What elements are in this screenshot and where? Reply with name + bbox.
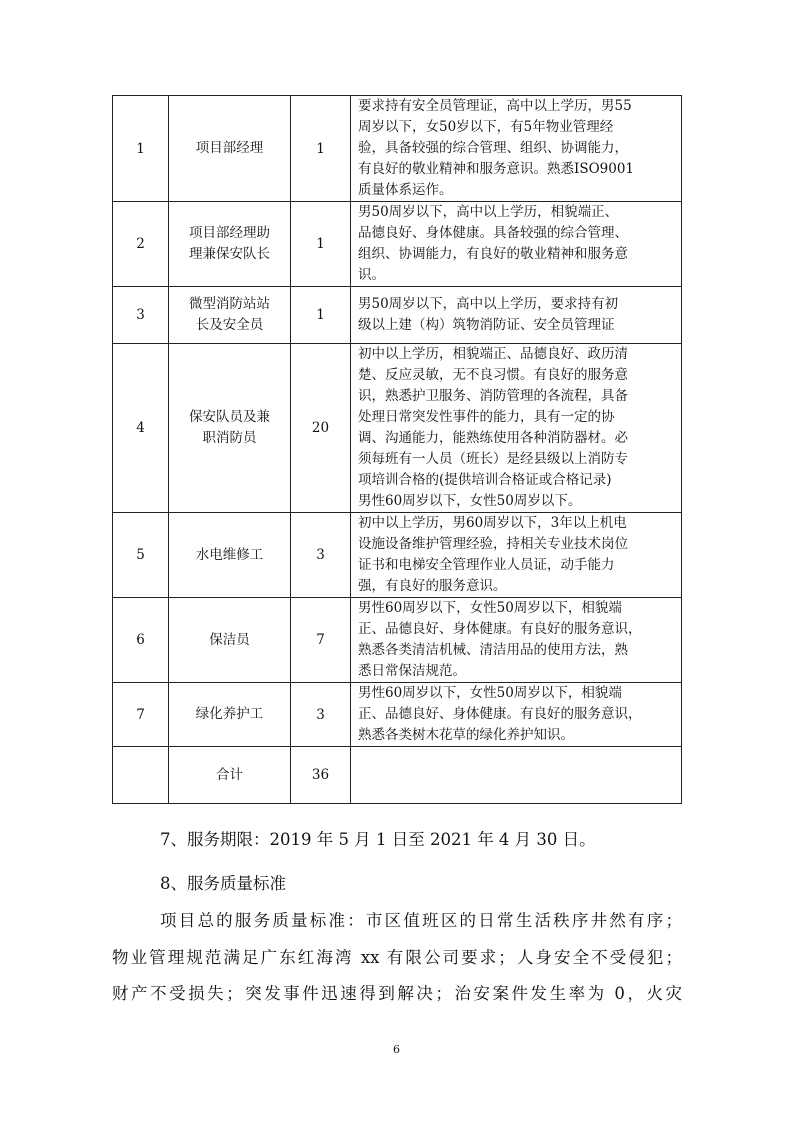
- requirements-cell: [351, 747, 682, 804]
- post-name-cell: [169, 513, 291, 598]
- row-number-cell: [113, 202, 169, 287]
- requirement-line: 男50周岁以下，高中以上学历，要求持有初: [358, 296, 619, 312]
- requirement-line: 悉日常保洁规范。: [358, 663, 466, 679]
- requirement-line: 男50周岁以下，高中以上学历，相貌端正、: [358, 204, 619, 220]
- requirements-cell: [351, 96, 682, 202]
- headcount: 1: [316, 307, 325, 323]
- requirement-line: 调、沟通能力，能熟练使用各种消防器材。必: [358, 430, 628, 446]
- row-number: 5: [136, 547, 145, 563]
- body-paragraph-line: 项目总的服务质量标准：市区值班区的日常生活秩序井然有序；: [160, 911, 682, 930]
- requirement-line: 识，熟悉护卫服务、消防管理的各流程，具备: [358, 388, 628, 404]
- post-name-line: 保洁员: [209, 631, 250, 648]
- post-name-cell: [169, 747, 291, 804]
- row-number-cell: [113, 287, 169, 344]
- requirement-line: 男性60周岁以下，女性50周岁以下，相貌端: [358, 685, 622, 701]
- post-name-cell: [169, 202, 291, 287]
- requirement-line: 组织、协调能力，有良好的敬业精神和服务意: [358, 246, 628, 262]
- requirement-line: 楚、反应灵敏，无不良习惯。有良好的服务意: [358, 367, 628, 383]
- requirement-line: 验，具备较强的综合管理、组织、协调能力，: [358, 140, 628, 156]
- row-number-cell: [113, 747, 169, 804]
- post-name-line: 保安队员及兼: [189, 409, 270, 425]
- requirements-cell: [351, 202, 682, 287]
- table-row: [113, 598, 682, 683]
- post-name-line: 合计: [216, 766, 243, 783]
- requirements-cell: [351, 683, 682, 747]
- post-name-cell: [169, 598, 291, 683]
- requirements-cell: [351, 513, 682, 598]
- post-name-cell: [169, 96, 291, 202]
- headcount: 3: [316, 547, 325, 563]
- headcount-cell: [291, 344, 351, 513]
- body-paragraph-line: 财产不受损失；突发事件迅速得到解决；治安案件发生率为 0，火灾: [112, 984, 682, 1003]
- requirement-line: 初中以上学历，相貌端正、品德良好、政历清: [358, 346, 628, 362]
- headcount: 1: [316, 236, 325, 252]
- row-number-cell: [113, 683, 169, 747]
- requirement-line: 品德良好、身体健康。具备较强的综合管理、: [358, 225, 628, 241]
- headcount: 7: [316, 632, 325, 648]
- row-number: 3: [136, 307, 145, 323]
- row-number: 2: [136, 236, 145, 252]
- post-name-cell: [169, 683, 291, 747]
- table-row: [113, 344, 682, 513]
- requirement-line: 质量体系运作。: [358, 182, 453, 198]
- row-number-cell: [113, 513, 169, 598]
- post-name-line: 微型消防站站: [189, 296, 270, 312]
- table-row: [113, 96, 682, 202]
- post-name-line: 项目部经理: [195, 140, 264, 156]
- headcount: 1: [316, 140, 325, 157]
- row-number: 6: [136, 632, 145, 648]
- headcount: 3: [316, 706, 325, 723]
- row-number: 1: [136, 140, 145, 157]
- headcount: 36: [311, 767, 330, 783]
- post-name-line: 理兼保安队长: [189, 246, 270, 262]
- requirement-line: 处理日常突发性事件的能力，具有一定的协: [358, 409, 615, 425]
- row-number: 7: [136, 706, 145, 723]
- requirement-line: 熟悉各类清洁机械、清洁用品的使用方法，熟: [358, 642, 628, 658]
- post-name-line: 项目部经理助: [189, 225, 270, 241]
- headcount-cell: [291, 96, 351, 202]
- requirement-line: 周岁以下，女50岁以下，有5年物业管理经: [358, 119, 614, 135]
- headcount-cell: [291, 683, 351, 747]
- requirement-line: 须每班有一人员（班长）是经县级以上消防专: [358, 451, 628, 467]
- requirements-cell: [351, 598, 682, 683]
- requirement-line: 要求持有安全员管理证，高中以上学历，男55: [358, 98, 632, 114]
- requirement-line: 男性60周岁以下，女性50周岁以下，相貌端: [358, 600, 622, 616]
- requirement-line: 男性60周岁以下，女性50周岁以下。: [358, 493, 582, 509]
- body-paragraph-line: 物业管理规范满足广东红海湾 xx 有限公司要求；人身安全不受侵犯；: [112, 948, 682, 967]
- post-name-cell: [169, 287, 291, 344]
- requirement-line: 强，有良好的服务意识。: [358, 578, 507, 594]
- post-name-line: 水电维修工: [195, 546, 264, 563]
- requirement-line: 正、品德良好、身体健康。有良好的服务意识，: [358, 621, 642, 637]
- requirement-line: 级以上建（构）筑物消防证、安全员管理证: [358, 317, 615, 333]
- post-name-line: 长及安全员: [195, 317, 264, 333]
- requirement-line: 正、品德良好、身体健康。有良好的服务意识，: [358, 706, 642, 722]
- row-number: 4: [136, 420, 145, 436]
- table-row: [113, 683, 682, 747]
- table-row: [113, 747, 682, 804]
- requirement-line: 初中以上学历，男60周岁以下，3年以上机电: [358, 515, 627, 531]
- body-paragraph-line: 8、服务质量标准: [160, 874, 286, 893]
- headcount-cell: [291, 513, 351, 598]
- table-row: [113, 202, 682, 287]
- requirement-line: 项培训合格的(提供培训合格证或合格记录): [358, 472, 612, 488]
- requirement-line: 设施设备维护管理经验，持相关专业技术岗位: [358, 536, 628, 552]
- headcount-cell: [291, 287, 351, 344]
- requirement-line: 有良好的敬业精神和服务意识。熟悉ISO9001: [358, 161, 635, 177]
- requirement-line: 识。: [358, 267, 385, 283]
- body-paragraph-line: 7、服务期限：2019 年 5 月 1 日至 2021 年 4 月 30 日。: [160, 830, 596, 849]
- headcount: 20: [311, 420, 330, 436]
- requirements-cell: [351, 344, 682, 513]
- post-name-line: 绿化养护工: [195, 706, 264, 722]
- requirement-line: 熟悉各类树木花草的绿化养护知识。: [358, 727, 574, 743]
- requirements-cell: [351, 287, 682, 344]
- requirement-line: 证书和电梯安全管理作业人员证，动手能力: [358, 557, 615, 573]
- post-name-cell: [169, 344, 291, 513]
- page-number: 6: [393, 1043, 400, 1056]
- table-row: [113, 513, 682, 598]
- headcount-cell: [291, 598, 351, 683]
- staffing-table: [112, 95, 682, 804]
- table-row: [113, 287, 682, 344]
- row-number-cell: [113, 96, 169, 202]
- row-number-cell: [113, 344, 169, 513]
- row-number-cell: [113, 598, 169, 683]
- headcount-cell: [291, 747, 351, 804]
- headcount-cell: [291, 202, 351, 287]
- post-name-line: 职消防员: [202, 430, 257, 446]
